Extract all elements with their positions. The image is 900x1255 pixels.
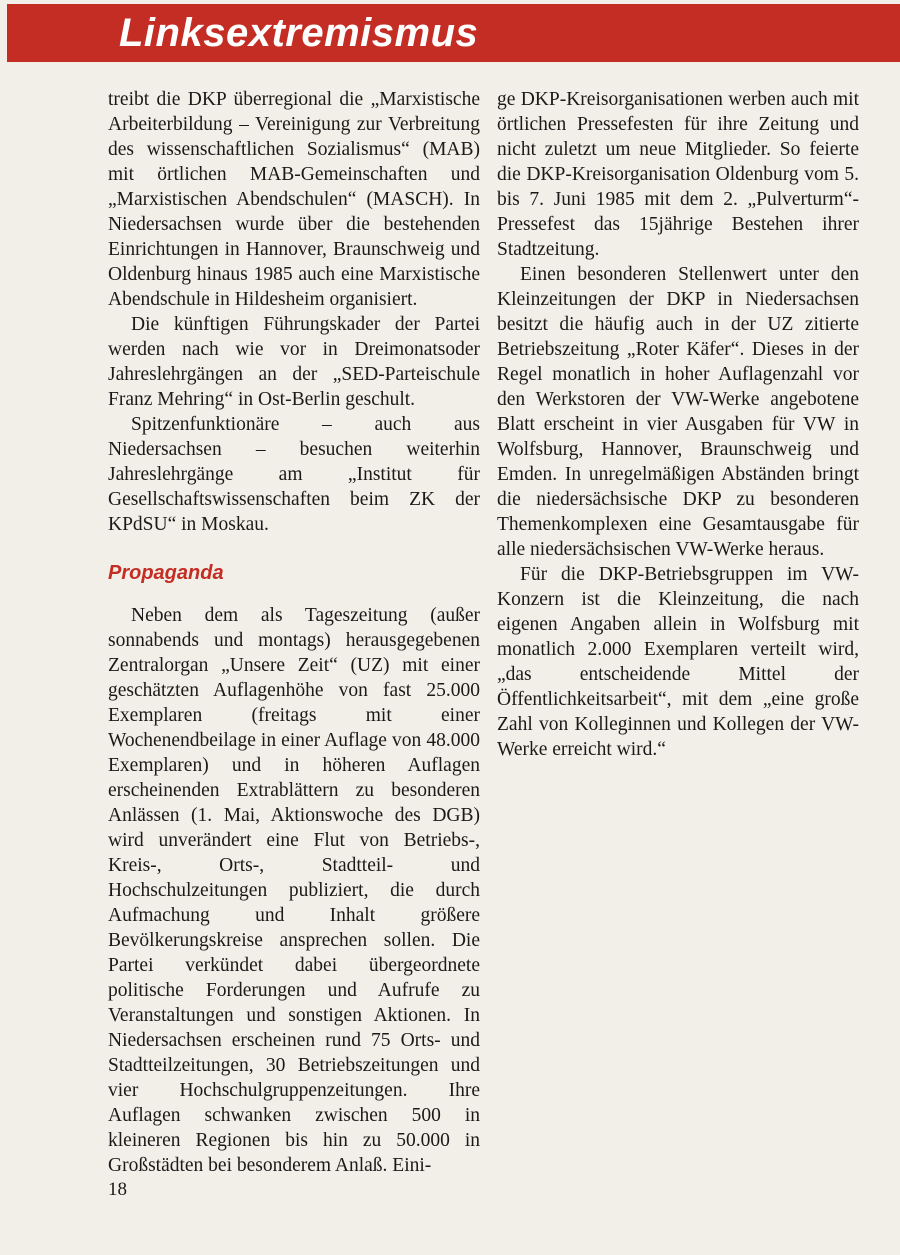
right-column xyxy=(497,87,859,762)
paragraph-left-4: Neben dem als Tageszeitung (außer sonnabends und montags) herausgegebenen Zentralorgan „Unsere Zeit“ (UZ) mit einer geschätzten Auflagenhöhe von fast 25.000 Exemplaren (freitags mit einer Wochenendbeilage in einer Auflage von 48.000 Exemplaren) und in höheren Auflagen erscheinenden Extrablättern zu besonderen Anlässen (1. Mai, Aktionswoche des DGB) wird unverändert eine Flut von Betriebs-, Kreis-, Orts-, Stadtteil- und Hochschulzeitungen publiziert, die durch Aufmachung und Inhalt größere Bevölkerungskreise ansprechen sollen. Die Partei verkündet dabei übergeordnete politische Forderungen und Aufrufe zu Veranstaltungen und sonstigen Aktionen. In Niedersachsen erscheinen rund 75 Orts- und Stadtteilzeitungen, 30 Betriebszeitungen und vier Hochschulgruppenzeitungen. Ihre Auflagen schwanken zwischen 500 in kleineren Regionen bis hin zu 50.000 in Großstädten bei besonderem Anlaß. Eini- xyxy=(108,605,480,1176)
paragraph-right-3: Für die DKP-Betriebsgruppen im VW-Konzern ist die Kleinzeitung, die nach eigenen Angaben allein in Wolfsburg mit monatlich 2.000 Exemplaren verteilt wird, „das entscheidende Mittel der Öffentlichkeitsarbeit“, mit dem „eine große Zahl von Kolleginnen und Kollegen der VW-Werke erreicht wird.“ xyxy=(497,564,859,760)
section-heading-propaganda: Propaganda xyxy=(108,562,224,584)
paragraph-right-2: Einen besonderen Stellenwert unter den Kleinzeitungen der DKP in Niedersachsen besitzt die häufig auch in der UZ zitierte Betriebszeitung „Roter Käfer“. Dieses in der Regel monatlich in hoher Auflagenzahl vor den Werkstoren der VW-Werke angebotene Blatt erscheint in vier Ausgaben für VW in Wolfsburg, Hannover, Braunschweig und Emden. In unregelmäßigen Abständen bringt die niedersächsische DKP zu besonderen Themenkomplexen eine Gesamtausgabe für alle niedersächsischen VW-Werke heraus. xyxy=(497,264,859,560)
paragraph-right-1: ge DKP-Kreisorganisationen werben auch mit örtlichen Pressefesten für ihre Zeitung und nicht zuletzt um neue Mitglieder. So feierte die DKP-Kreisorganisation Oldenburg vom 5. bis 7. Juni 1985 mit dem 2. „Pulverturm“-Pressefest das 15jährige Bestehen ihrer Stadtzeitung. xyxy=(497,89,859,260)
paragraph-left-1: treibt die DKP überregional die „Marxistische Arbeiterbildung – Vereinigung zur Verbreitung des wissenschaftlichen Sozialismus“ (MAB) mit örtlichen MAB-Gemeinschaften und „Marxistischen Abendschulen“ (MASCH). In Niedersachsen wurde über die bestehenden Einrichtungen in Hannover, Braunschweig und Oldenburg hinaus 1985 auch eine Marxistische Abendschule in Hildesheim organisiert. xyxy=(108,89,480,310)
left-column xyxy=(108,87,480,1178)
paragraph-left-3: Spitzenfunktionäre – auch aus Niedersachsen – besuchen weiterhin Jahreslehrgänge am „Institut für Gesellschaftswissenschaften beim ZK der KPdSU“ in Moskau. xyxy=(108,414,480,535)
header-title: Linksextremismus xyxy=(119,11,479,55)
paragraph-left-2: Die künftigen Führungskader der Partei werden nach wie vor in Dreimonatsoder Jahreslehrgängen an der „SED-Parteischule Franz Mehring“ in Ost-Berlin geschult. xyxy=(108,314,480,410)
page-number: 18 xyxy=(108,1179,127,1200)
header-bar xyxy=(7,4,900,62)
